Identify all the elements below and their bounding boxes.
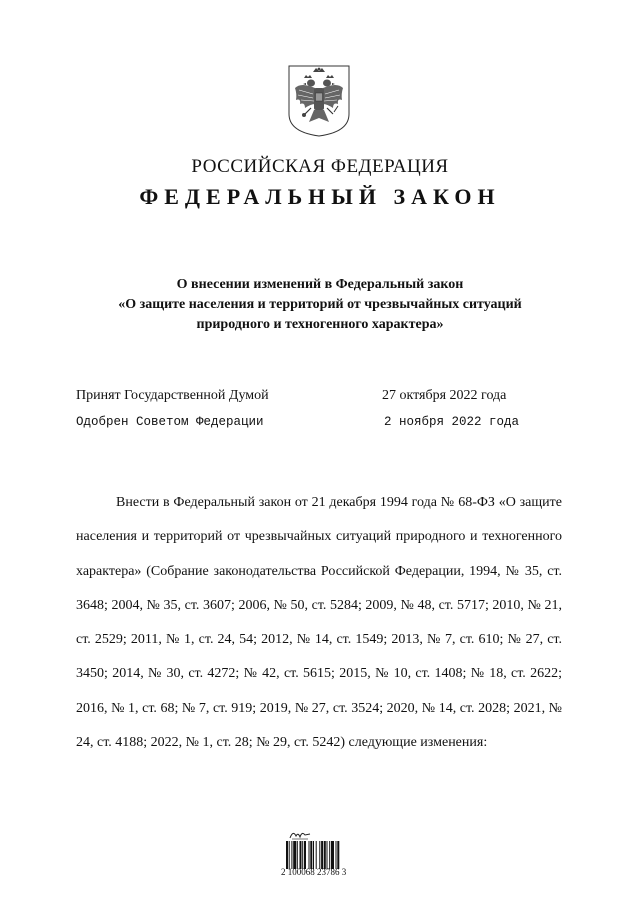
barcode-number: 2 100068 23786 3 bbox=[281, 867, 347, 877]
barcode-icon bbox=[286, 841, 356, 869]
law-title bbox=[60, 275, 580, 335]
barcode bbox=[281, 826, 361, 882]
law-title-line: природного и техногенного характера» bbox=[196, 317, 444, 332]
coat-of-arms-icon bbox=[287, 64, 351, 138]
law-title-line: О внесении изменений в Федеральный закон bbox=[176, 277, 464, 292]
country-name: РОССИЙСКАЯ ФЕДЕРАЦИЯ bbox=[191, 156, 449, 177]
signature-mark-icon bbox=[289, 828, 311, 840]
law-title-line: «О защите населения и территорий от чрезвычайных ситуаций bbox=[118, 297, 522, 312]
adoption-date: 2 ноября 2022 года bbox=[384, 415, 520, 429]
adoption-date: 27 октября 2022 года bbox=[382, 388, 507, 403]
document-type: ФЕДЕРАЛЬНЫЙ ЗАКОН bbox=[139, 184, 501, 209]
adoption-label: Одобрен Советом Федерации bbox=[76, 415, 264, 429]
body-paragraph: Внести в Федеральный закон от 21 декабря 1994 года № 68-ФЗ «О защите населения и территорий от чрезвычайных ситуаций природного и техногенного характера» (Собрание законодательства Российской Федерации, 1994, № 35, ст. 3648; 2004, № 35, ст. 3607; 2006, № 50, ст. 5284; 2009, № 48, ст. 5717; 2010, № 21, ст. 2529; 2011, № 1, ст. 24, 54; 2012, № 14, ст. 1549; 2013, № 7, ст. 610; № 27, ст. 3450; 2014, № 30, ст. 4272; № 42, ст. 5615; 2015, № 10, ст. 1408; № 18, ст. 2622; 2016, № 1, ст. 68; № 7, ст. 919; 2019, № 27, ст. 3524; 2020, № 14, ст. 2028; 2021, № 24, ст. 4188; 2022, № 1, ст. 28; № 29, ст. 5242) следующие изменения: bbox=[76, 495, 562, 751]
adoption-label: Принят Государственной Думой bbox=[76, 388, 269, 403]
